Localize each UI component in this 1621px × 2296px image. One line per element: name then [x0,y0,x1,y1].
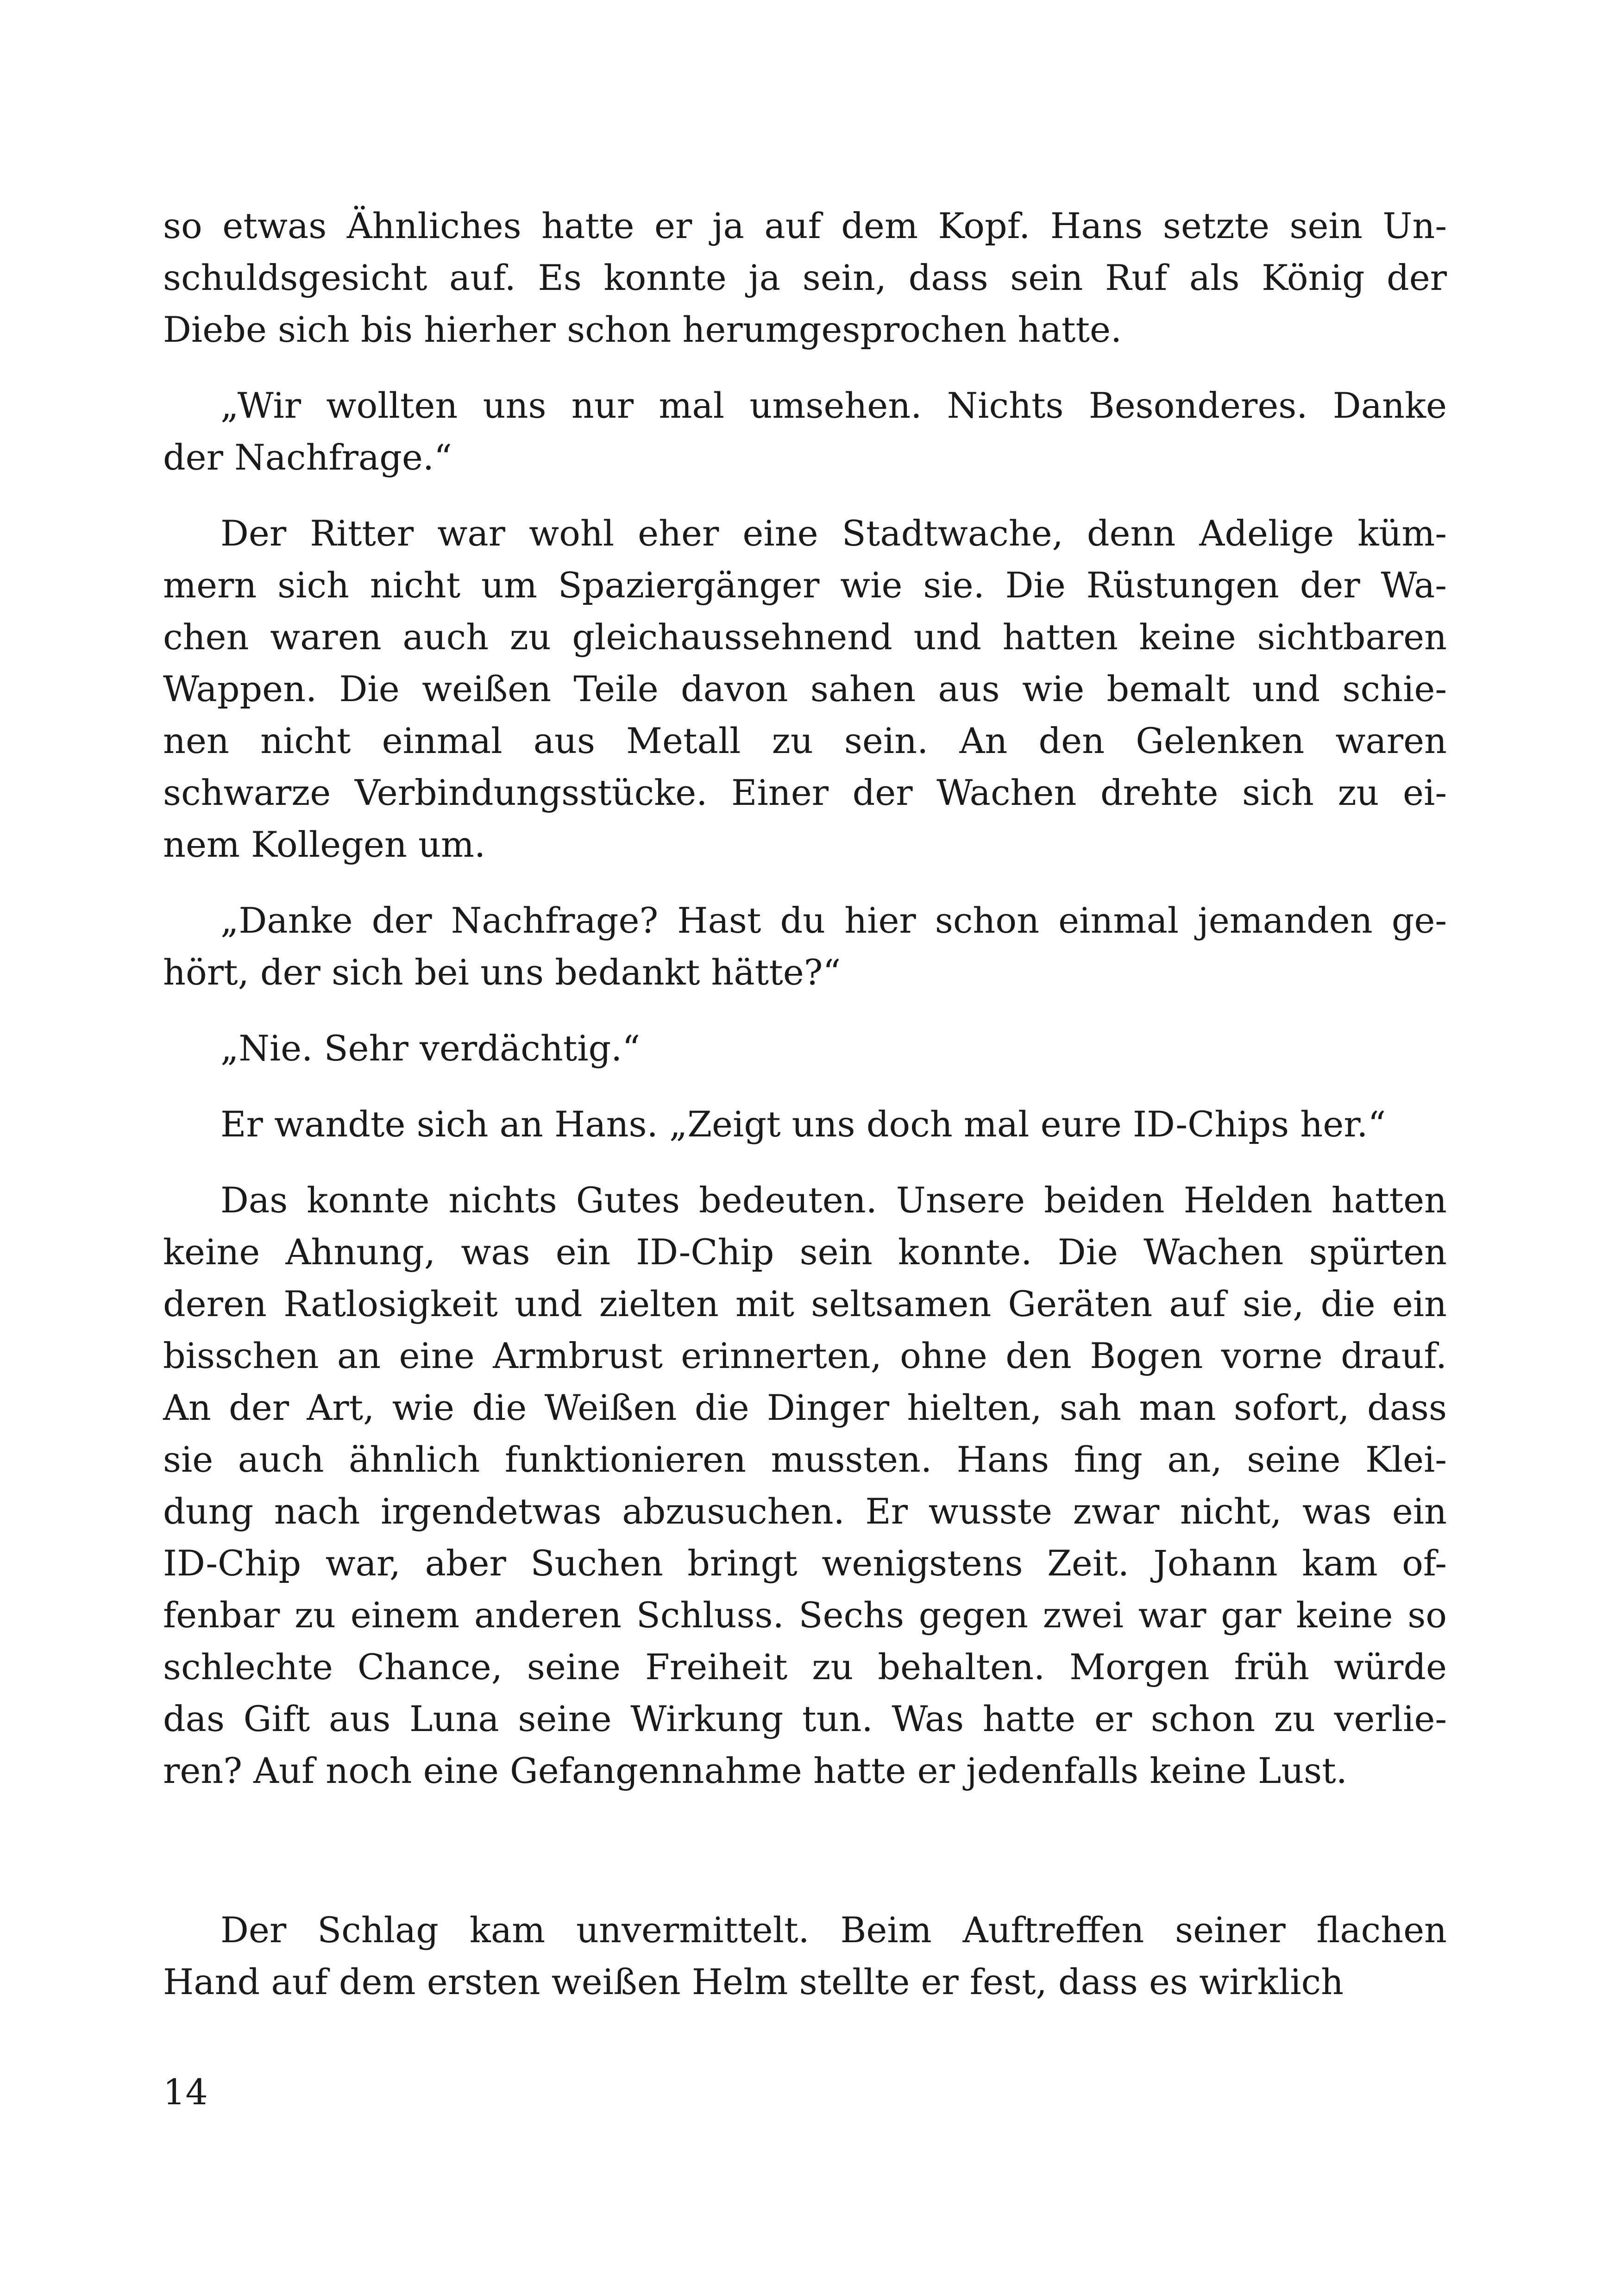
text-line: so etwas Ähnliches hatte er ja auf dem Kopf. Hans setzte sein Un- [163,205,1447,246]
text-line: An der Art, wie die Weißen die Dinger hielten, sah man sofort, dass [163,1387,1447,1428]
text-line: ID-Chip war, aber Suchen bringt wenigstens Zeit. Johann kam of- [163,1543,1447,1584]
text-line: schwarze Verbindungsstücke. Einer der Wachen drehte sich zu ei- [163,772,1447,813]
text-line: „Nie. Sehr verdächtig.“ [220,1028,641,1069]
text-line: nem Kollegen um. [163,824,486,865]
paragraph [163,1098,1447,1150]
text-line: sie auch ähnlich funktionieren mussten. Hans fing an, seine Klei- [163,1439,1447,1480]
scene-break [163,1797,1447,1904]
paragraph-gap [163,1150,1447,1174]
paragraph [163,380,1447,483]
text-line: Der Ritter war wohl eher eine Stadtwache, denn Adelige küm- [220,513,1447,554]
text-line: schlechte Chance, seine Freiheit zu behalten. Morgen früh würde [163,1646,1447,1687]
body-text [163,200,1447,2008]
text-line: chen waren auch zu gleichaussehnend und hatten keine sichtbaren [163,616,1447,658]
paragraph [163,200,1447,356]
text-line: Der Schlag kam unvermittelt. Beim Auftreffen seiner flachen [220,1909,1447,1951]
text-line: Wappen. Die weißen Teile davon sahen aus wie bemalt und schie- [163,668,1447,709]
text-line: Hand auf dem ersten weißen Helm stellte er fest, dass es wirklich [163,1961,1344,2002]
text-line: dung nach irgendetwas abzusuchen. Er wusste zwar nicht, was ein [163,1491,1447,1532]
text-line: „Wir wollten uns nur mal umsehen. Nichts Besonderes. Danke [220,385,1447,426]
paragraph [163,895,1447,998]
text-line: deren Ratlosigkeit und zielten mit seltsamen Geräten auf sie, die ein [163,1283,1447,1324]
page-number: 14 [163,2071,208,2113]
text-line: Er wandte sich an Hans. „Zeigt uns doch mal eure ID-Chips her.“ [220,1104,1386,1145]
paragraph [163,1904,1447,2008]
text-line: Diebe sich bis hierher schon herumgesprochen hatte. [163,309,1122,350]
text-line: keine Ahnung, was ein ID-Chip sein konnte. Die Wachen spürten [163,1231,1447,1273]
paragraph-gap [163,483,1447,508]
paragraph [163,1174,1447,1797]
paragraph-gap [163,356,1447,380]
text-line: der Nachfrage.“ [163,437,452,478]
text-line: schuldsgesicht auf. Es konnte ja sein, dass sein Ruf als König der [163,257,1447,298]
paragraph-gap [163,1074,1447,1098]
paragraph-gap [163,871,1447,895]
text-line: das Gift aus Luna seine Wirkung tun. Was hatte er schon zu verlie- [163,1698,1447,1739]
text-line: ren? Auf noch eine Gefangennahme hatte er jedenfalls keine Lust. [163,1750,1347,1791]
paragraph-gap [163,998,1447,1023]
text-line: „Danke der Nachfrage? Hast du hier schon einmal jemanden ge- [220,900,1447,941]
text-line: hört, der sich bei uns bedankt hätte?“ [163,952,841,993]
text-line: mern sich nicht um Spaziergänger wie sie. Die Rüstungen der Wa- [163,565,1447,606]
text-line: fenbar zu einem anderen Schluss. Sechs gegen zwei war gar keine so [163,1594,1447,1636]
paragraph [163,1023,1447,1074]
paragraph [163,508,1447,871]
text-line: nen nicht einmal aus Metall zu sein. An den Gelenken waren [163,720,1447,761]
text-line: Das konnte nichts Gutes bedeuten. Unsere beiden Helden hatten [220,1179,1447,1221]
text-line: bisschen an eine Armbrust erinnerten, ohne den Bogen vorne drauf. [163,1335,1447,1376]
